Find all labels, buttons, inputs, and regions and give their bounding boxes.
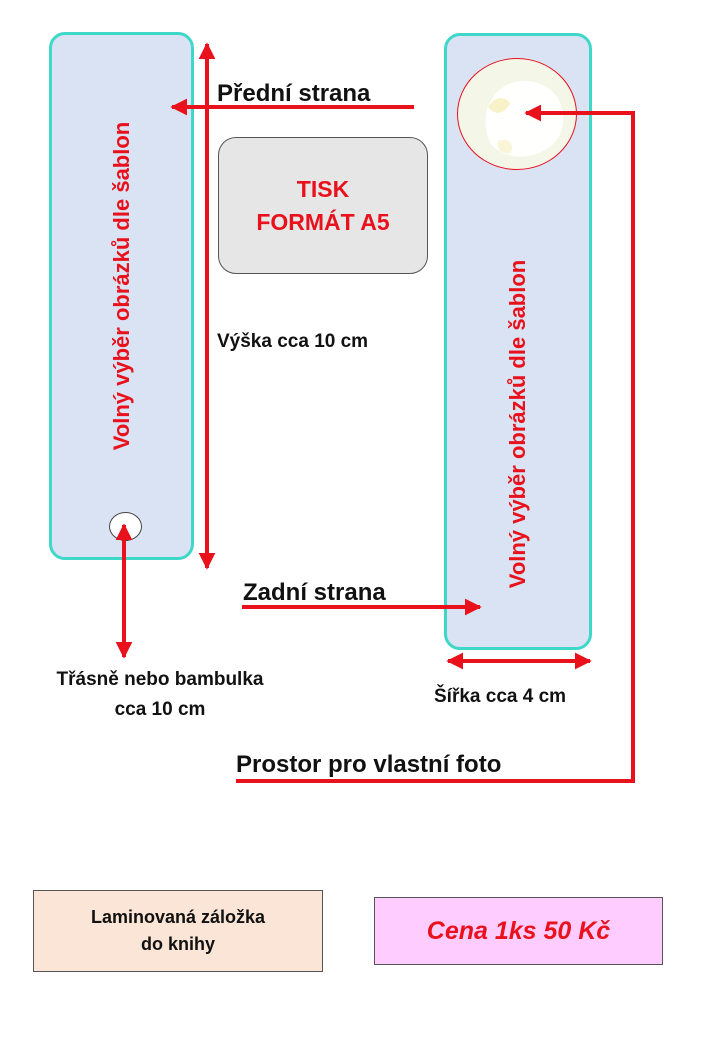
print-box-line2: FORMÁT A5 bbox=[256, 208, 390, 235]
print-box-line1: TISK bbox=[296, 175, 350, 202]
photo-space-label: Prostor pro vlastní foto bbox=[236, 751, 502, 778]
product-box-line1: Laminovaná záložka bbox=[90, 907, 266, 927]
tassel-label-line2: cca 10 cm bbox=[114, 699, 206, 720]
front-bookmark-text: Volný výběr obrázků dle šablon bbox=[108, 121, 134, 451]
product-box-line2: do knihy bbox=[140, 934, 215, 954]
back-bookmark-text: Volný výběr obrázků dle šablon bbox=[505, 259, 530, 588]
product-box bbox=[33, 890, 323, 972]
front-side-label: Přední strana bbox=[217, 80, 371, 107]
price-text: Cena 1ks 50 Kč bbox=[426, 916, 611, 945]
height-label: Výška cca 10 cm bbox=[217, 331, 369, 352]
width-label: Šířka cca 4 cm bbox=[434, 686, 567, 707]
price-box bbox=[374, 897, 663, 965]
tassel-label-line1: Třásně nebo bambulka bbox=[56, 669, 264, 690]
back-side-label: Zadní strana bbox=[243, 579, 386, 606]
photo-space-arrow bbox=[236, 113, 633, 781]
